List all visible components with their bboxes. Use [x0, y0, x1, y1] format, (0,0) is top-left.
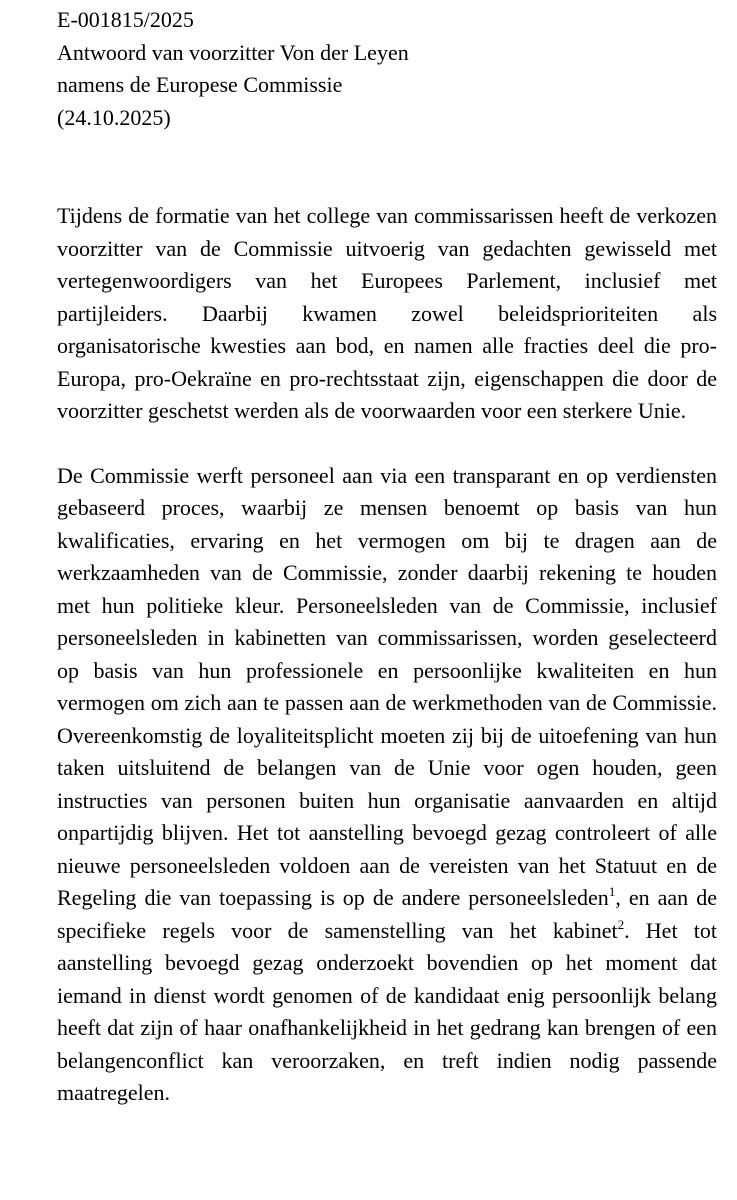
document-page — [57, 0, 717, 1110]
on-behalf-line: namens de Europese Commissie — [57, 72, 343, 97]
answer-header — [57, 4, 717, 134]
footnote-ref-2[interactable]: 2 — [617, 916, 625, 932]
paragraph-2-text-b: , en aan de specifieke regels voor de samenstelling van het kabinet — [57, 885, 717, 943]
footnote-ref-1[interactable]: 1 — [608, 884, 616, 899]
answer-author-line: Antwoord van voorzitter Von der Leyen — [57, 39, 409, 65]
paragraph-2-text-c: . Het tot aanstelling bevoegd gezag onderzoekt bovendien op het moment dat iemand in dienst wordt genomen of de kandidaat enig persoonlijk belang heeft dat zijn of haar onafhankelijkheid in het gedrang kan brengen of een belangenconflict kan veroorzaken, en treft indien nodig passende maatregelen. — [57, 917, 717, 1105]
paragraph-2-text-a: De Commissie werft personeel aan via een transparant en op verdiensten gebaseerd proces, waarbij ze mensen benoemt op basis van hun kwalificaties, ervaring en het vermogen om bij te dragen aan de werkzaamheden van de Commissie, zonder daarbij rekening te houden met hun politieke kleur. Personeelsleden van de Commissie, inclusief personeelsleden in kabinetten van commissarissen, worden geselecteerd op basis van hun professionele en persoonlijke kwaliteiten en hun vermogen om zich aan te passen aan de werkmethoden van de Commissie. Overeenkomstig de loyaliteitsplicht moeten zij bij de uitoefening van hun taken uitsluitend de belangen van de Unie voor ogen houden, geen instructies van personen buiten hun organisatie aanvaarden en altijd onpartijdig blijven. Het tot aanstelling bevoegd gezag controleert of alle nieuwe personeelsleden voldoen aan de vereisten van het Statuut en de Regeling die van toepassing is op de andere personeelsleden — [57, 462, 717, 910]
answer-date: (24.10.2025) — [57, 104, 171, 130]
reference-number: E-001815/2025 — [57, 7, 194, 32]
paragraph-2 — [57, 460, 717, 1110]
paragraph-1: Tijdens de formatie van het college van commissarissen heeft de verkozen voorzitter van de Commissie uitvoerig van gedachten gewisseld met vertegenwoordigers van het Europees Parlement, inclusief met partijleiders. Daarbij kwamen zowel beleidsprioriteiten als organisatorische kwesties aan bod, en namen alle fracties deel die pro-Europa, pro-Oekraïne en pro-rechtsstaat zijn, eigenschappen die door de voorzitter geschetst werden als de voorwaarden voor een sterkere Unie. — [57, 203, 717, 423]
